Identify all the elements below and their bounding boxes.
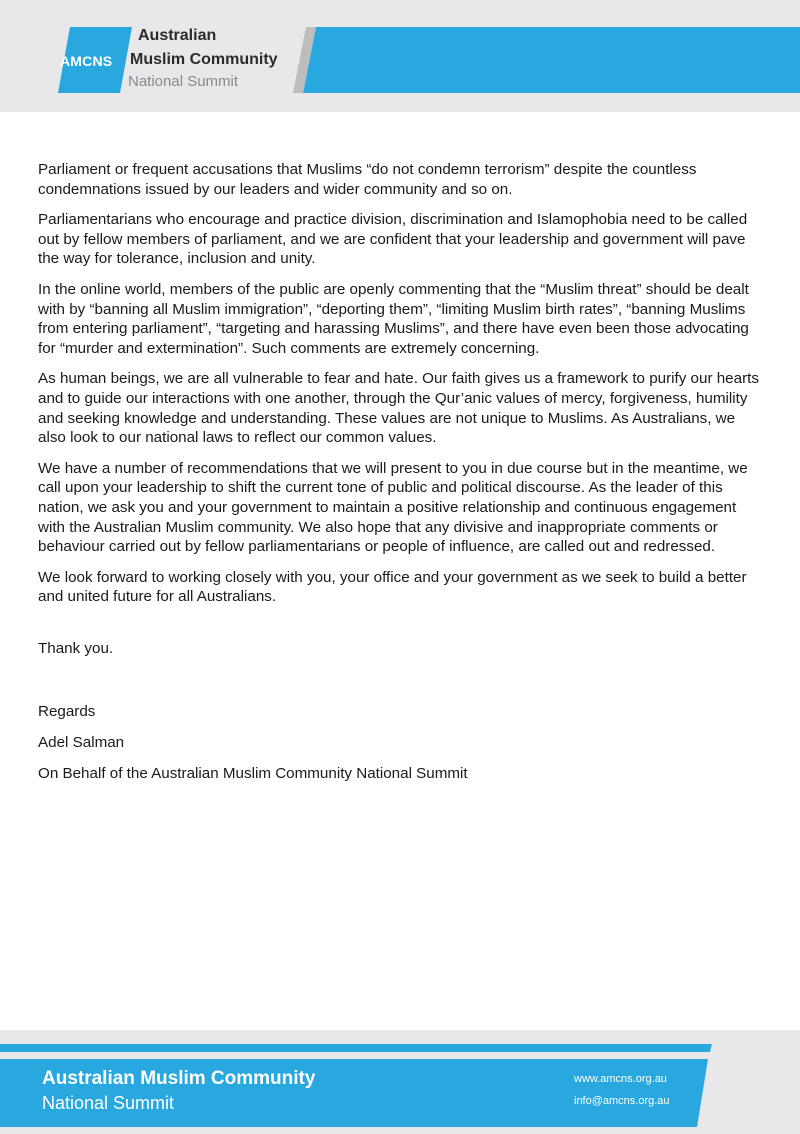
- regards-line: Regards: [38, 703, 96, 721]
- body-paragraph: Parliament or frequent accusations that Muslims “do not condemn terrorism” despite the countless condemnations issued by our leaders and wider community and so on.: [38, 161, 697, 198]
- signatory-name: Adel Salman: [38, 734, 125, 752]
- body-paragraph: Parliamentarians who encourage and practice division, discrimination and Islamophobia need to be called out by fellow members of parliament, and we are confident that your leadership and government will pave the way for tolerance, inclusion and unity.: [38, 211, 748, 268]
- logo-line-national-summit: National Summit: [128, 73, 239, 90]
- logo-line-australian: Australian: [138, 27, 217, 44]
- footer-title-line1: Australian Muslim Community: [42, 1068, 316, 1089]
- letterhead-header: [0, 0, 800, 112]
- body-paragraph: As human beings, we are all vulnerable to fear and hate. Our faith gives us a framework to purify our hearts and to guide our interactions with one another, through the Qur’anic values of mercy, forgiveness, humility and seeking knowledge and understanding. These values are not unique to Muslims. As Australians, we also look to our national laws to reflect our common values.: [38, 370, 759, 447]
- thank-you-line: Thank you.: [38, 639, 114, 657]
- body-paragraph: In the online world, members of the public are openly commenting that the “Muslim threat” should be dealt with by “banning all Muslim immigration”, “deporting them”, “limiting Muslim birth rates”, “banning Muslims from entering parliament”, “targeting and harassing Muslims”, and there have even been those advocating for “murder and extermination”. Such comments are extremely concerning.: [38, 280, 749, 357]
- logo-abbreviation: AMCNS: [60, 53, 113, 69]
- footer-website-link[interactable]: www.amcns.org.au: [574, 1073, 667, 1085]
- footer-email-link[interactable]: info@amcns.org.au: [574, 1095, 670, 1107]
- body-paragraph: We have a number of recommendations that we will present to you in due course but in the meantime, we call upon your leadership to shift the current tone of public and political discourse. As the leader of this nation, we ask you and your government to maintain a positive relationship and continuous engagement with the Australian Muslim community. We also hope that any divisive and inappropriate comments or behaviour carried out by fellow parliamentarians or people of influence, are called out and redressed.: [38, 459, 748, 556]
- body-paragraph: We look forward to working closely with you, your office and your government as we seek to build a better and united future for all Australians.: [38, 568, 747, 606]
- footer-title-line2: National Summit: [42, 1093, 175, 1113]
- letterhead-footer: [0, 1030, 800, 1134]
- on-behalf-line: On Behalf of the Australian Muslim Community National Summit: [38, 764, 468, 782]
- sign-off: [38, 639, 766, 783]
- letter-body: [38, 160, 766, 794]
- logo-line-muslim-community: Muslim Community: [130, 51, 278, 68]
- logo: [56, 27, 296, 93]
